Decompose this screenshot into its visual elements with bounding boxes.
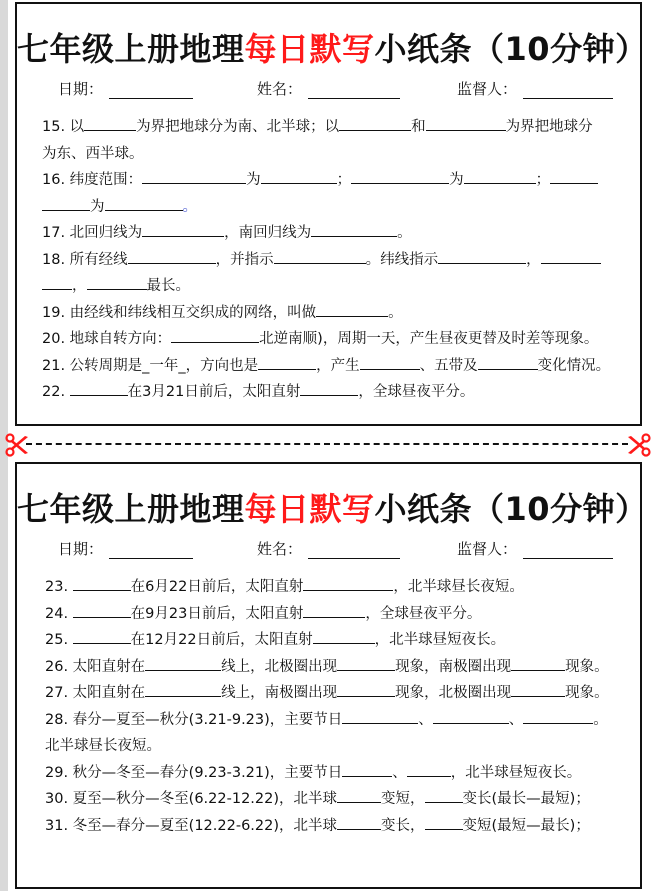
answer-blank[interactable] — [313, 628, 375, 644]
question-text: 。 — [182, 198, 197, 215]
question-text: 26. 太阳直射在 — [45, 658, 146, 675]
question-text: ，全球昼夜平分。 — [365, 605, 482, 622]
card-title — [17, 24, 648, 70]
question-21 — [42, 353, 628, 380]
question-text: 为 — [246, 172, 261, 188]
question-text: 、五带及 — [419, 357, 478, 374]
question-text: 在3月21日前后，太阳直射 — [127, 384, 301, 400]
question-text: 25. — [45, 632, 69, 648]
question-text: 30. 夏至—秋分—冬至(6.22-12.22)，北半球 — [45, 791, 338, 807]
question-text: 、 — [392, 764, 407, 781]
name-field[interactable] — [257, 78, 400, 99]
date-label: 日期： — [58, 80, 104, 98]
question-17 — [42, 220, 628, 247]
answer-blank[interactable] — [464, 168, 536, 184]
name-label: 姓名： — [257, 540, 303, 558]
question-16 — [42, 167, 628, 194]
question-text: 在12月22日前后，太阳直射 — [130, 632, 313, 648]
question-23 — [45, 574, 628, 601]
name-blank[interactable] — [308, 542, 400, 559]
answer-blank[interactable] — [511, 681, 565, 697]
question-text: 为界把地球分 — [505, 119, 593, 135]
answer-blank[interactable] — [42, 274, 72, 290]
supervisor-blank[interactable] — [523, 542, 613, 559]
answer-blank[interactable] — [145, 655, 221, 671]
answer-blank[interactable] — [84, 115, 136, 131]
scissors-icon — [626, 432, 652, 458]
question-text: 现象，南极圈出现 — [395, 658, 512, 675]
dashed-divider — [26, 443, 628, 445]
question-28-cont — [45, 733, 628, 760]
question-text: 变长， — [381, 817, 425, 834]
question-text: ，南回归线为 — [224, 225, 312, 241]
dictation-card-1 — [15, 2, 648, 426]
question-25 — [45, 627, 628, 654]
question-text: 。 — [397, 225, 412, 241]
date-field[interactable] — [58, 78, 193, 99]
answer-blank[interactable] — [142, 168, 246, 184]
supervisor-label: 监督人： — [457, 80, 518, 98]
question-text: 为界把地球分为南、北半球；以 — [136, 119, 340, 135]
question-list — [42, 114, 628, 406]
question-text: 24. — [45, 605, 69, 622]
question-text: 、 — [418, 711, 433, 728]
answer-blank[interactable] — [337, 814, 381, 830]
question-text: 。 — [388, 304, 403, 321]
question-text: 北逆南顺)，周期一天，产生昼夜更替及时差等现象。 — [259, 331, 599, 347]
question-18 — [42, 247, 628, 274]
answer-blank[interactable] — [523, 708, 593, 724]
answer-blank[interactable] — [337, 655, 395, 671]
answer-blank[interactable] — [511, 655, 565, 671]
question-text: 18. 所有经线 — [42, 251, 128, 268]
question-text: 为东、西半球。 — [42, 145, 144, 162]
title-part: 七年级上册地理 — [17, 30, 245, 68]
question-text: 现象。 — [565, 658, 609, 675]
answer-blank[interactable] — [360, 354, 420, 370]
question-text: 线上，南极圈出现 — [221, 685, 338, 701]
answer-blank[interactable] — [42, 195, 90, 211]
question-text: 线上，北极圈出现 — [221, 658, 338, 675]
question-text: ， — [526, 251, 541, 268]
answer-blank[interactable] — [261, 168, 337, 184]
question-28 — [45, 707, 628, 734]
answer-blank[interactable] — [303, 575, 393, 591]
answer-blank[interactable] — [311, 221, 397, 237]
question-30 — [45, 786, 628, 813]
question-list — [45, 574, 628, 839]
answer-blank[interactable] — [303, 602, 365, 618]
question-24 — [45, 601, 628, 628]
supervisor-field[interactable] — [457, 538, 613, 559]
answer-blank[interactable] — [425, 787, 463, 803]
question-text: 31. 冬至—春分—夏至(12.22-6.22)，北半球 — [45, 817, 338, 834]
answer-blank[interactable] — [300, 380, 358, 396]
question-text: 变化情况。 — [537, 357, 611, 374]
answer-blank[interactable] — [105, 195, 183, 211]
question-22 — [42, 379, 628, 406]
question-text: 为 — [449, 172, 464, 188]
question-text: ，北半球昼短夜长。 — [450, 764, 582, 781]
scissors-icon — [4, 432, 30, 458]
answer-blank[interactable] — [337, 681, 395, 697]
question-26 — [45, 654, 628, 681]
supervisor-field[interactable] — [457, 78, 613, 99]
question-text: 为 — [90, 198, 105, 215]
question-text: 变短， — [381, 791, 425, 807]
title-part: 小纸条（10分钟） — [374, 490, 648, 528]
answer-blank[interactable] — [339, 115, 411, 131]
answer-blank[interactable] — [73, 575, 131, 591]
question-text: ， — [72, 278, 87, 294]
question-text: 北半球昼长夜短。 — [45, 738, 161, 754]
answer-blank[interactable] — [550, 168, 598, 184]
name-blank[interactable] — [308, 82, 400, 99]
question-27 — [45, 680, 628, 707]
answer-blank[interactable] — [73, 628, 131, 644]
answer-blank[interactable] — [426, 115, 506, 131]
question-text: 、 — [508, 711, 524, 728]
answer-blank[interactable] — [274, 248, 366, 264]
cut-line — [0, 430, 654, 458]
answer-blank[interactable] — [87, 274, 147, 290]
question-text: 。 — [593, 711, 608, 728]
answer-blank[interactable] — [433, 708, 509, 724]
supervisor-blank[interactable] — [523, 82, 613, 99]
title-part: 七年级上册地理 — [17, 490, 245, 528]
date-blank[interactable] — [109, 542, 193, 559]
answer-blank[interactable] — [145, 681, 221, 697]
question-text: 变短(最短—最长)； — [462, 817, 590, 834]
question-text: 27. 太阳直射在 — [45, 685, 146, 701]
question-text: 23. — [45, 579, 69, 595]
question-text: 在6月22日前后，太阳直射 — [130, 579, 304, 595]
question-text: 。纬线指示 — [365, 251, 439, 268]
title-highlight: 每日默写 — [244, 490, 375, 528]
question-text: ，并指示 — [215, 251, 274, 268]
question-text: ，北半球昼短夜长。 — [374, 632, 506, 648]
question-text: 现象，北极圈出现 — [395, 685, 512, 701]
date-label: 日期： — [58, 540, 104, 558]
question-31 — [45, 813, 628, 840]
question-text: 21. 公转周期是_一年_，方向也是 — [42, 357, 259, 374]
answer-blank[interactable] — [316, 301, 388, 317]
meta-fields — [17, 78, 640, 102]
question-15 — [42, 114, 628, 141]
answer-blank[interactable] — [478, 354, 538, 370]
answer-blank[interactable] — [541, 248, 601, 264]
question-text: ，全球昼夜平分。 — [358, 384, 475, 400]
question-20 — [42, 326, 628, 353]
name-label: 姓名： — [257, 80, 303, 98]
question-19 — [42, 300, 628, 327]
answer-blank[interactable] — [70, 380, 128, 396]
answer-blank[interactable] — [407, 761, 451, 777]
answer-blank[interactable] — [337, 787, 381, 803]
question-text: 17. 北回归线为 — [42, 225, 143, 241]
title-part: 小纸条（10分钟） — [374, 30, 648, 68]
dictation-card-2 — [15, 462, 648, 889]
answer-blank[interactable] — [142, 221, 224, 237]
answer-blank[interactable] — [425, 814, 463, 830]
answer-blank[interactable] — [438, 248, 526, 264]
question-text: 22. — [42, 384, 66, 400]
title-highlight: 每日默写 — [244, 30, 375, 68]
question-18-cont — [42, 273, 628, 300]
question-text: 15. 以 — [42, 119, 85, 135]
date-field[interactable] — [58, 538, 193, 559]
question-text: ，产生 — [316, 357, 360, 374]
question-text: 16. 纬度范围： — [42, 172, 143, 188]
answer-blank[interactable] — [258, 354, 316, 370]
question-text: ； — [336, 172, 352, 188]
question-text: 变长(最长—最短)； — [462, 791, 590, 807]
answer-blank[interactable] — [342, 761, 392, 777]
question-text: 现象。 — [565, 685, 609, 701]
question-text: ； — [535, 172, 551, 188]
answer-blank[interactable] — [73, 602, 131, 618]
supervisor-label: 监督人： — [457, 540, 518, 558]
answer-blank[interactable] — [351, 168, 449, 184]
date-blank[interactable] — [109, 82, 193, 99]
question-text: 20. 地球自转方向： — [42, 331, 172, 347]
question-text: 29. 秋分—冬至—春分(9.23-3.21)，主要节日 — [45, 764, 343, 781]
answer-blank[interactable] — [171, 327, 259, 343]
question-29 — [45, 760, 628, 787]
question-text: 最长。 — [146, 278, 190, 294]
question-16-cont — [42, 194, 628, 221]
name-field[interactable] — [257, 538, 400, 559]
meta-fields — [17, 538, 640, 562]
question-text: 28. 春分—夏至—秋分(3.21-9.23)，主要节日 — [45, 711, 343, 728]
question-text: 和 — [411, 119, 426, 135]
question-15-cont — [42, 141, 628, 168]
question-text: 在9月23日前后，太阳直射 — [130, 605, 304, 622]
card-title — [17, 484, 648, 530]
question-text: ，北半球昼长夜短。 — [393, 579, 524, 595]
answer-blank[interactable] — [128, 248, 216, 264]
question-text: 19. 由经线和纬线相互交织成的网络，叫做 — [42, 304, 317, 321]
answer-blank[interactable] — [342, 708, 418, 724]
